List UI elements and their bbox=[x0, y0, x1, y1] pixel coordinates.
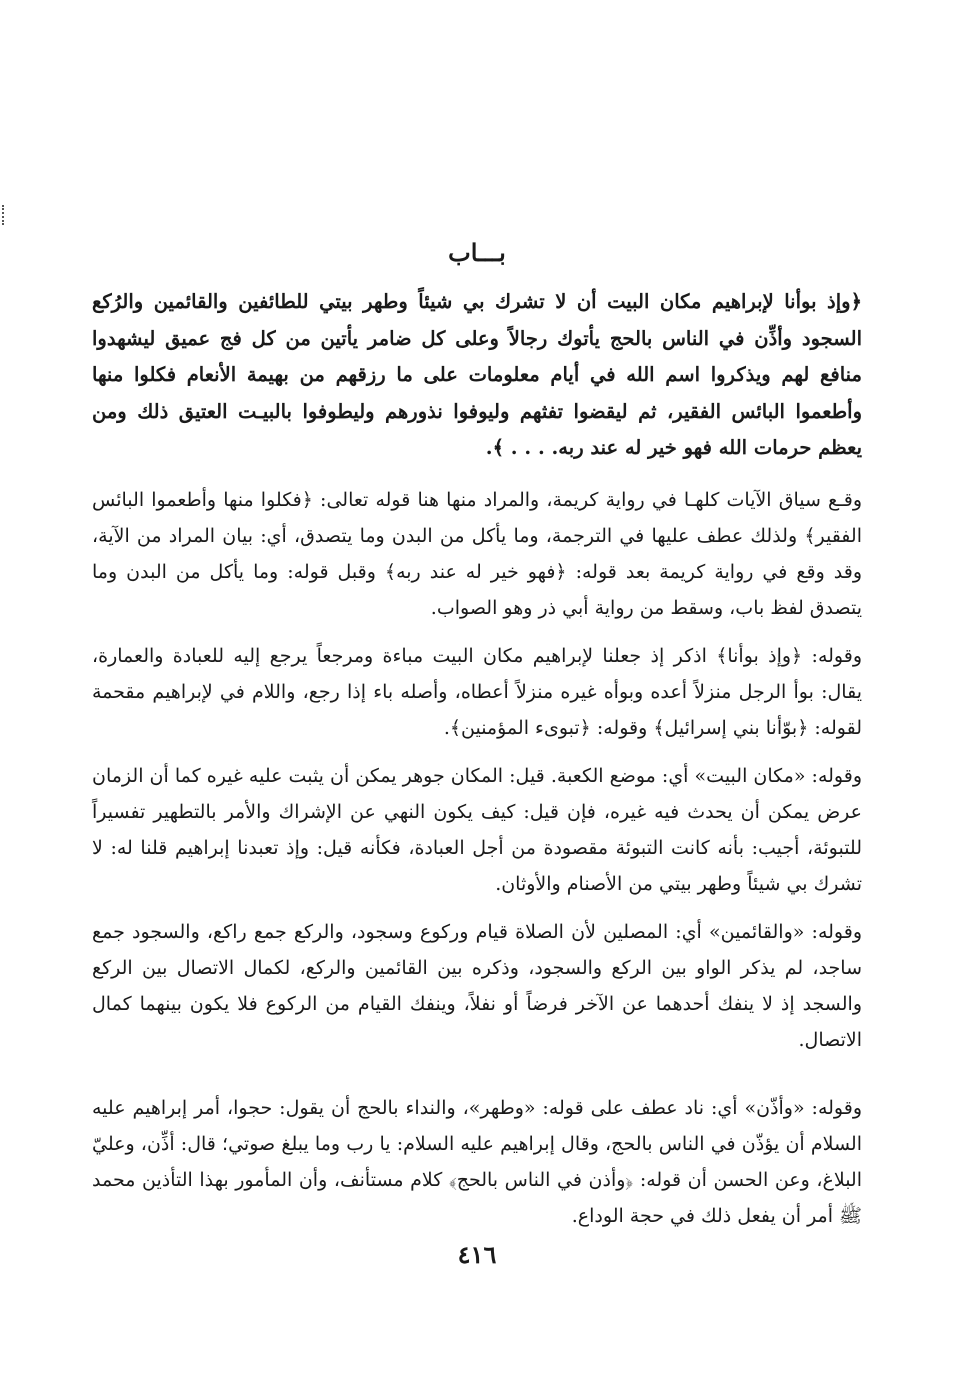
commentary-paragraph: وقوله: «والقائمين» أي: المصلين لأن الصلاة قيام وركوع وسجود، والركع جمع راكع، والسجود جمع ساجد، لم يذكر الواو بين الركع والسجود، وذكره بين القائمين والركع، لكمال الاتصال بين الركع والسجد إذ لا ينفك أحدهما عن الآخر فرضاً أو نفلاً، وينفك القيام من الركوع فلا يكون بينهما كمال الاتصال. bbox=[92, 921, 862, 1051]
chapter-heading: بـــاب bbox=[448, 238, 506, 267]
commentary-paragraph: وقـع سياق الآيات كلهـا في رواية كريمة، والمراد منها هنا قوله تعالى: ﴿فكلوا منها وأطعموا البائس الفقير﴾ ولذلك عطف عليها في الترجمة، وما يأكل من البدن وما يتصدق، أي: بيان المراد من الآية، وقد وقع في رواية كريمة بعد قوله: ﴿فهو خير له عند ربه﴾ وقبل قوله: وما يأكل من البدن وما يتصدق لفظ باب، وسقط من رواية أبي ذر وهو الصواب. bbox=[92, 489, 862, 619]
commentary-paragraph: وقوله: «وأذّن» أي: ناد عطف على قوله: «وطهر»، والنداء بالحج أن يقول: حجوا، أمر إبراهيم عليه السلام أن يؤذّن في الناس بالحج، وقال إبراهيم عليه السلام: يا رب وما يبلغ صوتي؛ قال: أذِّن، وعليّ البلاغ، وعن الحسن أن قوله: ﴿وأذن في الناس بالحج﴾ كلام مستأنف، وأن المأمور بهذا التأذين محمد ﷺ أمر أن يفعل ذلك في حجة الوداع. bbox=[92, 1097, 862, 1227]
commentary-paragraph: وقوله: ﴿وإذ بوأنا﴾ اذكر إذ جعلنا لإبراهيم مكان البيت مباءة ومرجعاً يرجع إليه للعبادة والعمارة، يقال: بوأ الرجل منزلاً أعده وبوأه غيره منزلاً أعطاه، وأصله باء إذا رجع، واللام في لإبراهيم مقحمة لقوله: ﴿بوّأنا بني إسرائيل﴾ وقوله: ﴿تبوىء المؤمنين﴾. bbox=[92, 645, 862, 739]
quran-verse-block: ﴿وإذ بوأنا لإبراهيم مكان البيت أن لا تشرك بي شيئاً وطهر بيتي للطائفين والقائمين والرُكع السجود وأذِّن في الناس بالحج يأتوك رجالاً وعلى كل ضامر يأتين من كل فج عميق ليشهدوا منافع لهم ويذكروا اسم الله في أيام معلومات على ما رزقهم من بهيمة الأنعام فكلوا منها وأطعموا البائس الفقير، ثم ليقضوا تفثهم وليوفوا نذورهم وليطوفوا بالبيـت العتيق ذلك ومن يعظم حرمات الله فهو خير له عند ربه. . . . ﴾. bbox=[92, 290, 862, 459]
page-number: ٤١٦ bbox=[457, 1240, 497, 1269]
margin-mark bbox=[2, 205, 8, 225]
commentary-paragraph: وقوله: «مكان البيت» أي: موضع الكعبة. قيل: المكان جوهر يمكن أن يثبت عليه غيره كما أن الزمان عرض يمكن أن يحدث فيه غيره، فإن قيل: كيف يكون النهي عن الإشراك والأمر بالتطهير تفسيراً للتبوئة، أجيب: بأنه كانت التبوئة مقصودة من أجل العبادة، فكأنه قيل: وإذ تعبدنا إبراهيم قلنا له: لا تشرك بي شيئاً وطهر بيتي من الأصنام والأوثان. bbox=[92, 765, 862, 895]
